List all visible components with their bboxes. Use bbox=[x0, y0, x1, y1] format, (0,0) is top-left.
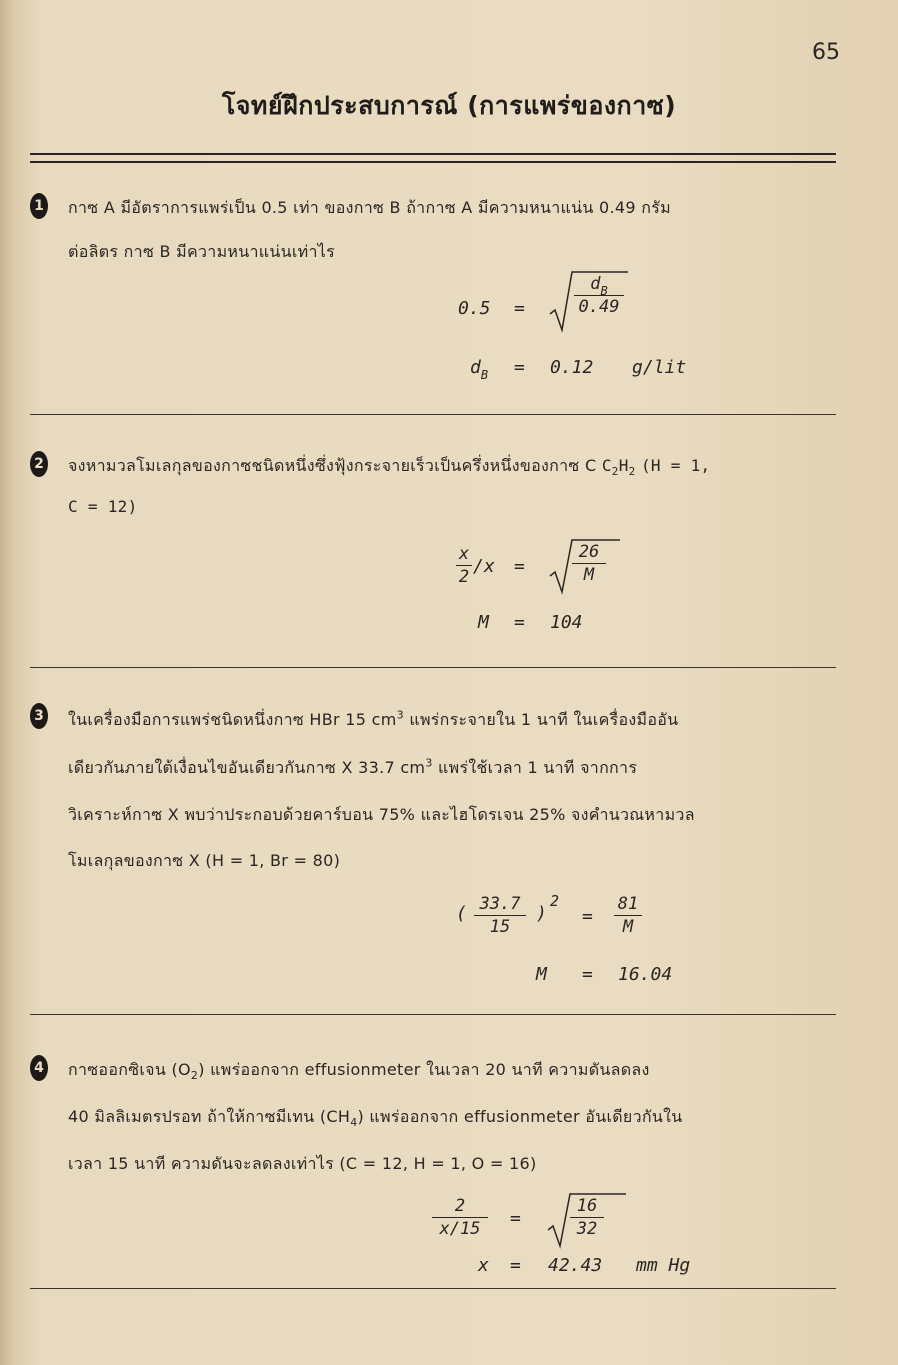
problem-3-line-4: โมเลกุลของกาซ X (H = 1, Br = 80) bbox=[68, 851, 341, 870]
problem-4-line-1: กาซออกซิเจน $(O_2)$ แพร่ออกจาก effusionmeter ในเวลา 20 นาที ความดันลดลง bbox=[68, 1060, 650, 1083]
divider-4 bbox=[30, 1288, 836, 1289]
problem-1-eq1-numerator: d bbox=[590, 274, 601, 294]
problem-2-eq1-lhs-frac: x 2 bbox=[456, 544, 472, 587]
title-double-rule bbox=[30, 153, 836, 163]
problem-3-eq1-close-paren: ) bbox=[536, 903, 547, 924]
problem-4-eq2-equals: = bbox=[510, 1255, 521, 1276]
divider-3 bbox=[30, 1014, 836, 1015]
problem-2-eq2-rhs: 104 bbox=[550, 612, 583, 633]
problem-3-eq2-lhs: M bbox=[536, 964, 547, 985]
fraction-bar bbox=[614, 915, 642, 916]
problem-3-number-badge: 3 bbox=[30, 703, 48, 729]
problem-1-eq2-rhs: 0.12 bbox=[550, 357, 594, 378]
problem-3-eq1-open-paren: ( bbox=[456, 903, 467, 924]
problem-2-line-2: C = 12) bbox=[68, 497, 138, 516]
problem-3-line-2: เดียวกันภายใต้เงื่อนไขอันเดียวกันกาซ X 33.7 $cm^3$ แพร่ใช้เวลา 1 นาที จากการ bbox=[68, 756, 638, 777]
problem-1-eq1-equals: = bbox=[514, 298, 525, 319]
problem-4-line-3: เวลา 15 นาที ความดันจะลดลงเท่าไร (C = 12, H = 1, O = 16) bbox=[68, 1154, 537, 1173]
problem-4-eq1-denominator: 32 bbox=[576, 1219, 598, 1239]
fraction-bar bbox=[456, 565, 472, 566]
problem-1-line-1: กาซ A มีอัตราการแพร่เป็น 0.5 เท่า ของกาซ B ถ้ากาซ A มีความหนาแน่น 0.49 กรัม bbox=[68, 198, 671, 217]
problem-2-eq1-sqrt bbox=[550, 538, 622, 594]
problem-2-eq1-numerator: 26 bbox=[578, 542, 600, 562]
problem-3-eq2-equals: = bbox=[582, 964, 593, 985]
problem-1-eq1-numerator-sub: B bbox=[600, 284, 608, 298]
problem-2-eq1-lhs-tail: /x bbox=[473, 556, 495, 577]
problem-4-eq2-rhs: 42.43 bbox=[548, 1255, 603, 1276]
problem-1-line-2: ต่อลิตร กาซ B มีความหนาแน่นเท่าไร bbox=[68, 242, 336, 261]
problem-1-eq2-unit: g/lit bbox=[632, 357, 687, 378]
problem-4-number-badge: 4 bbox=[30, 1055, 48, 1081]
problem-4-eq2-unit: mm Hg bbox=[636, 1255, 691, 1276]
problem-1-number-badge: 1 bbox=[30, 193, 48, 219]
page-number: 65 bbox=[812, 40, 840, 65]
problem-3-eq1-equals: = bbox=[582, 906, 593, 927]
problem-4-eq1-lhs-frac: 2 x/15 bbox=[432, 1196, 488, 1239]
problem-4-eq2-lhs: x bbox=[478, 1255, 489, 1276]
fraction-bar bbox=[474, 915, 526, 916]
problem-3-eq1-power: 2 bbox=[550, 892, 560, 910]
problem-1-eq1-lhs: 0.5 bbox=[458, 298, 491, 319]
problem-2-eq1-denominator: M bbox=[583, 565, 595, 585]
problem-1-eq2-equals: = bbox=[514, 357, 525, 378]
problem-1-eq1-sqrt bbox=[550, 270, 630, 334]
problem-3-line-1: ในเครื่องมือการแพร่ชนิดหนึ่งกาซ HBr 15 $cm^3$ แพร่กระจายใน 1 นาที ในเครื่องมืออัน bbox=[68, 708, 679, 729]
problem-3-eq1-frac: 33.7 15 bbox=[474, 894, 526, 937]
problem-4-eq1-numerator: 16 bbox=[576, 1196, 598, 1216]
problem-2-eq2-equals: = bbox=[514, 612, 525, 633]
problem-3-eq1-rhs-frac: 81 M bbox=[614, 894, 642, 937]
problem-4-eq1-sqrt bbox=[548, 1192, 628, 1248]
problem-2-eq1-equals: = bbox=[514, 556, 525, 577]
problem-3-eq2-rhs: 16.04 bbox=[618, 964, 673, 985]
problem-2-eq2-lhs: M bbox=[478, 612, 489, 633]
problem-1-eq1-denominator: 0.49 bbox=[578, 297, 620, 317]
formula-c2h2: $C_2H_2$ bbox=[601, 456, 636, 479]
problem-4-line-2: 40 มิลลิเมตรปรอท ถ้าให้กาซมีเทน $(CH_4)$ แพร่ออกจาก effusionmeter อันเดียวกันใน bbox=[68, 1107, 683, 1130]
problem-2-number-badge: 2 bbox=[30, 451, 48, 477]
problem-4-eq1-equals: = bbox=[510, 1208, 521, 1229]
divider-2 bbox=[30, 667, 836, 668]
problem-2-line-1: จงหามวลโมเลกุลของกาซชนิดหนึ่งซึ่งฟุ้งกระจายเร็วเป็นครึ่งหนึ่งของกาซ C $C_2H_2$ (H = 1, bbox=[68, 456, 711, 479]
fraction-bar bbox=[570, 1217, 604, 1218]
page-title: โจทย์ฝึกประสบการณ์ (การแพร่ของกาซ) bbox=[221, 91, 677, 120]
problem-1-eq2-lhs: $d_B$ bbox=[470, 357, 489, 382]
fraction-bar bbox=[574, 295, 624, 296]
fraction-bar bbox=[432, 1217, 488, 1218]
problem-3-line-3: วิเคราะห์กาซ X พบว่าประกอบด้วยคาร์บอน 75% และไฮโดรเจน 25% จงคำนวณหามวล bbox=[68, 805, 695, 824]
fraction-bar bbox=[572, 563, 606, 564]
divider-1 bbox=[30, 414, 836, 415]
